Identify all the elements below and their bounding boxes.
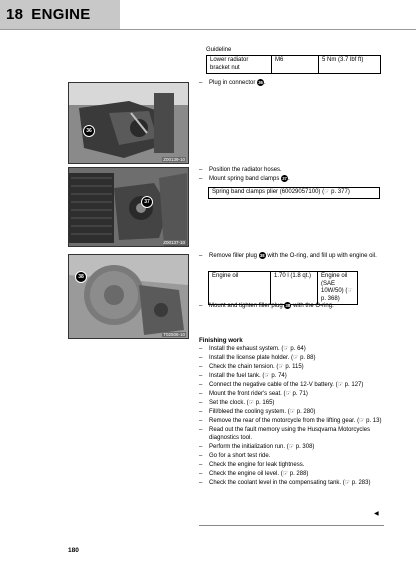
callout-badge: 36 — [258, 79, 263, 85]
list-item-text: Fill/bleed the cooling system. (☞ p. 280) — [209, 409, 316, 415]
table-cell: M6 — [272, 56, 319, 74]
list-item: – Check the engine oil level. (☞ p. 288) — [199, 470, 384, 478]
table-row — [209, 272, 358, 305]
header-rule — [0, 29, 416, 30]
step-text: . — [288, 176, 290, 183]
oil-ref: p. 368 — [321, 295, 338, 302]
list-item: – Fill/bleed the cooling system. (☞ p. 280) — [199, 408, 384, 416]
list-item: – Install the fuel tank. (☞ p. 74) — [199, 372, 384, 380]
callout-badge: 38 — [75, 271, 87, 283]
list-item: – Remove the rear of the motorcycle from the lifting gear. (☞ p. 13) — [199, 417, 384, 425]
list-item: – Install the exhaust system. (☞ p. 64) — [199, 345, 384, 353]
step-text: Remove filler plug — [209, 253, 258, 260]
table-row — [209, 188, 380, 199]
step-mount-clamps: – Mount spring band clamps 37. — [199, 175, 290, 183]
list-item: – Install the license plate holder. (☞ p. 88) — [199, 354, 384, 362]
list-item: – Connect the negative cable of the 12-V battery. (☞ p. 127) — [199, 381, 384, 389]
callout-badge: 38 — [285, 302, 291, 308]
oil-spec: ) — [337, 295, 340, 302]
step-plug-connector: – Plug in connector 36. — [199, 79, 266, 87]
oil-table — [208, 271, 358, 305]
list-item-text: Check the engine oil level. (☞ p. 288) — [209, 471, 309, 477]
list-item-text: Set the clock. (☞ p. 165) — [209, 400, 275, 406]
list-item-text: Check the engine for leak tightness. — [209, 462, 305, 468]
step-text: Plug in connector — [209, 80, 256, 87]
table-row — [207, 56, 381, 74]
guideline-table — [206, 55, 381, 74]
step-text: Mount and tighten filler plug — [209, 303, 283, 310]
page-number: 180 — [68, 547, 79, 554]
footer-rule — [199, 525, 384, 526]
list-item-text: Check the chain tension. (☞ p. 115) — [209, 364, 304, 370]
chapter-header — [0, 0, 120, 29]
list-item-text: Install the fuel tank. (☞ p. 74) — [209, 373, 287, 379]
engine-photo-2 — [68, 167, 189, 247]
engine-photo-1 — [68, 82, 189, 164]
list-item-text: Mount the front rider's seat. (☞ p. 71) — [209, 391, 308, 397]
table-cell — [209, 188, 380, 199]
list-item-text: Check the coolant level in the compensating tank. (☞ p. 283) — [209, 480, 371, 486]
list-item-text: Install the license plate holder. (☞ p. 88) — [209, 355, 316, 361]
chapter-title: ENGINE — [31, 6, 91, 23]
list-item-text: Read out the fault memory using the Husqvarna Motorcycles diagnostics tool. — [209, 427, 371, 441]
list-item: – Read out the fault memory using the Husqvarna Motorcycles diagnostics tool. — [199, 426, 384, 442]
step-mount-filler-plug: – Mount and tighten filler plug 38 with the O-ring. — [199, 302, 334, 310]
list-item: – Mount the front rider's seat. (☞ p. 71) — [199, 390, 384, 398]
callout-badge: 36 — [83, 125, 95, 137]
list-item: – Check the engine for leak tightness. — [199, 461, 384, 469]
guideline-label: Guideline — [206, 47, 232, 53]
list-item-text: Install the exhaust system. (☞ p. 64) — [209, 346, 306, 352]
chapter-number: 18 — [6, 6, 24, 23]
list-item: – Perform the initialization run. (☞ p. 308) — [199, 443, 384, 451]
page-ref-icon: ☞ — [324, 189, 332, 195]
list-item: – Check the coolant level in the compensating tank. (☞ p. 283) — [199, 479, 384, 487]
table-cell: 1.70 l (1.8 qt.) — [271, 272, 318, 305]
finishing-list — [199, 345, 384, 488]
oil-spec: Engine oil (SAE 10W/50) ( — [321, 273, 348, 294]
list-item-text: Remove the rear of the motorcycle from the lifting gear. (☞ p. 13) — [209, 418, 382, 424]
list-item: – Go for a short test ride. — [199, 452, 384, 460]
tool-table — [208, 187, 380, 199]
engine-photo-3 — [68, 254, 189, 339]
tool-text: ) — [347, 189, 350, 195]
step-text: Position the radiator hoses. — [209, 167, 282, 173]
step-text: . — [264, 80, 266, 87]
page-ref-icon: ☞ — [347, 288, 353, 294]
table-cell: Lower radiator bracket nut — [207, 56, 272, 74]
image-code: Z00137-10 — [163, 240, 185, 245]
callout-badge: 38 — [259, 252, 265, 258]
step-text: Mount spring band clamps — [209, 176, 280, 183]
step-remove-filler-plug: – Remove filler plug 38 with the O-ring, and fill up with engine oil. — [199, 252, 377, 260]
engine-photo-3-image — [69, 255, 188, 338]
step-position-hoses: – Position the radiator hoses. — [199, 166, 384, 174]
image-code: T02506-10 — [163, 332, 185, 337]
engine-photo-2-image — [69, 168, 188, 246]
list-item-text: Perform the initialization run. (☞ p. 308) — [209, 444, 315, 450]
list-item: – Check the chain tension. (☞ p. 115) — [199, 363, 384, 371]
tool-text: Spring band clamps plier (60029057100) ( — [212, 189, 325, 195]
table-cell: Engine oil — [209, 272, 271, 305]
engine-photo-1-image — [69, 83, 188, 163]
callout-badge: 37 — [282, 175, 287, 181]
step-text: with the O-ring. — [293, 303, 334, 310]
list-item-text: Go for a short test ride. — [209, 453, 271, 459]
tool-ref: p. 377 — [331, 189, 348, 195]
finishing-heading: Finishing work — [199, 337, 243, 344]
image-code: Z00139-10 — [163, 157, 185, 162]
table-cell — [318, 272, 358, 305]
callout-badge: 37 — [141, 196, 153, 208]
step-text: with the O-ring, and fill up with engine oil. — [267, 253, 377, 260]
end-marker-icon: ◀ — [374, 511, 379, 517]
list-item-text: Connect the negative cable of the 12-V battery. (☞ p. 127) — [209, 382, 364, 388]
table-cell: 5 Nm (3.7 lbf ft) — [319, 56, 381, 74]
list-item: – Set the clock. (☞ p. 165) — [199, 399, 384, 407]
